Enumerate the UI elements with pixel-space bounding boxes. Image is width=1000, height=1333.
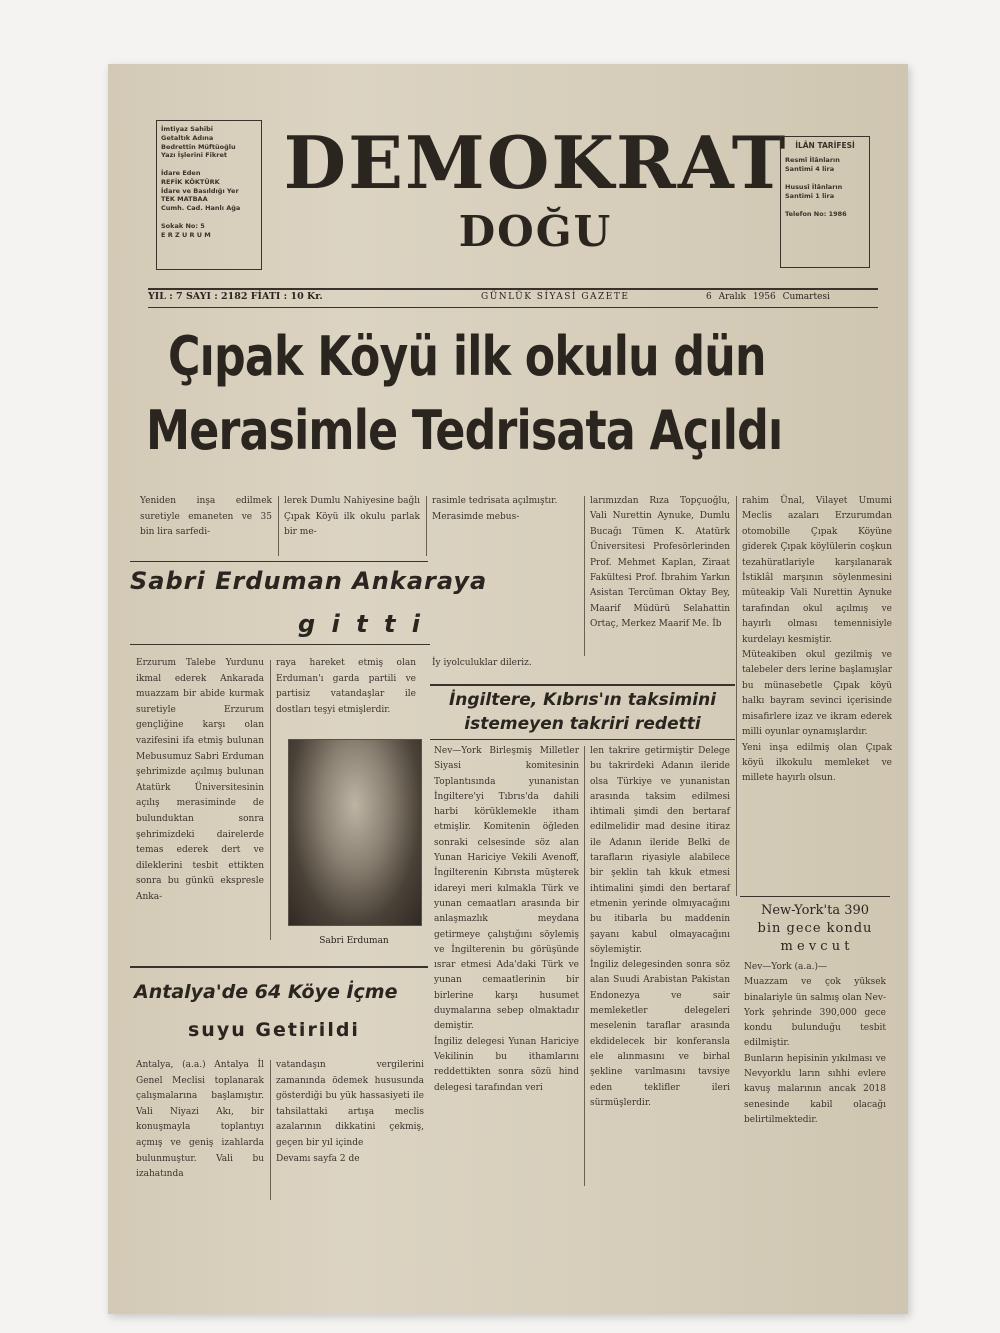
column-divider	[584, 746, 585, 1186]
story-rule	[430, 739, 735, 740]
masthead-title: DEMOKRAT	[283, 120, 788, 205]
masthead-subtitle: DOĞU	[458, 207, 613, 256]
sabri-column-3-text: İy iyolculuklar dileriz.	[432, 658, 532, 668]
issue-info: YIL : 7 SAYI : 2182 FİATI : 10 Kr.	[148, 291, 323, 302]
antalya-column-2-text: vatandaşın vergilerini zamanında ödemek hususunda gösterdiği bu yük hassasiyeti ile tahsilattaki artışa meclis azalarının dikkatini çekmiş, geçen bir yıl içinde Devamı sayfa 2 de	[276, 1060, 424, 1164]
lead-column-4-text: larımızdan Rıza Topçuoğlu, Vali Nurettin Aynuke, Dumlu Bucağı Tümen K. Atatürk Üniversitesi Profesörlerinden Prof. Mehmet Kaplan, Ziraat Fakültesi Prof. İbrahim Yarkın Asistan Tercüman Oktay Bey, Maarif Müdürü Selahattin Ortaç, Merkez Maarif Me. İb	[590, 496, 730, 630]
column-divider	[270, 1060, 271, 1200]
column-divider	[278, 496, 279, 556]
ingiltere-headline-line2: istemeyen takriri redetti	[464, 714, 701, 734]
antalya-column-1	[136, 1058, 264, 1183]
sabri-column-1	[136, 656, 264, 906]
publisher-info-box	[156, 120, 262, 270]
sabri-column-2-text: raya hareket etmiş olan Erduman'ı garda partili ve partisiz vatandaşlar ile dostları teşyi etmişlerdir.	[276, 658, 416, 715]
gazette-tagline: GÜNLÜK SİYASİ GAZETE	[481, 292, 630, 302]
lead-column-2	[284, 494, 420, 541]
photo-caption: Sabri Erduman	[319, 936, 389, 946]
column-divider	[270, 660, 271, 940]
lead-column-2-text: lerek Dumlu Nahiyesine bağlı Çıpak Köyü ilk okulu parlak bir me-	[284, 496, 420, 538]
story-rule	[130, 561, 428, 562]
ingiltere-column-2	[590, 744, 730, 1111]
ingiltere-column-1-text: Nev—York Birleşmiş Milletler Siyasi komitesinin Toplantısında yunanistan İngiltere'yi Tıbrıs'da dahili harbi körüklemekle itham etmişlir. Komitenin öğleden sonraki celsesinde söz alan Yunan Hariciye Vekili Avenoff, İngilterenin Kıbrısta müşterek idareyi meri kılmakla Türk ve yunan cemaatları arasında bir anlaşmazlık meydana getirmeye çalıştığını söylemiş ve İngilterenin bu görüşünde ısrar etmesi Ada'daki Türk ve yunan cemaatlerinin bir birlerine karşı husumet duymalarına sebep olmaktadır demiştir. İngiliz delegesi Yunan Hariciye Vekilinin bu ithamlarını reddettikten sonra sözü hind delegesi tarafından veri	[434, 746, 579, 1093]
publisher-info-text: İmtiyaz Sahibi Getaltık Adına Bedrettin Müftüoğlu Yazı İşlerini Fikret İdare Eden REFİK KÖKTÜRK İdare ve Basıldığı Yer TEK MATBAA Cumh. Cad. Hanlı Ağa Sokak No: 5 E R Z U R U M	[161, 125, 241, 239]
newyork-headline-line2: bin gece kondu	[757, 921, 873, 936]
antalya-headline-line2: suyu Getirildi	[188, 1019, 360, 1041]
newyork-column-text: Nev—York (a.a.)— Muazzam ve çok yüksek binalariyle ün salmış olan Nev-York şehrinde 390,000 gece kondu bulunduğu tesbit edilmiştir. Bunların hepisinin yıkılması ve Nevyorklu ların sıhhi evlere kavuş malarının ancak 2018 senesinde kabil olacağı belirtilmektedir.	[744, 962, 886, 1125]
sabri-column-3	[432, 656, 582, 672]
sabri-column-2	[276, 656, 416, 718]
story-rule	[130, 966, 428, 968]
main-headline-line2: Merasimle Tedrisata Açıldı	[146, 399, 783, 462]
newspaper-page	[108, 64, 908, 1314]
ad-rates-box	[780, 136, 870, 268]
lead-column-4	[590, 494, 730, 633]
issue-date: 6 Aralık 1956 Cumartesi	[706, 292, 830, 302]
lead-column-3	[432, 494, 578, 525]
story-rule	[130, 644, 430, 645]
portrait-photo	[288, 739, 422, 926]
sabri-headline-line2: g i t t i	[298, 610, 424, 638]
story-rule	[430, 684, 735, 686]
info-bar-top-rule	[148, 288, 878, 290]
main-headline-line1: Çıpak Köyü ilk okulu dün	[168, 325, 766, 388]
sabri-headline-line1: Sabri Erduman Ankaraya	[130, 567, 488, 595]
sabri-column-1-text: Erzurum Talebe Yurdunu ikmal ederek Ankarada muazzam bir abide kurmak suretiyle Erzurum gençliğine karşı olan vazifesini ifa etmiş bulunan Mebusumuz Sabri Erduman şehrimizde açılmış bulunan Atatürk Üniversitesinin açılış merasiminde de bulunduktan sonra şehrimizdeki dairelerde temas ederek dert ve dileklerini tesbit ettikten sonra bu günkü ekspresle Anka-	[136, 658, 264, 902]
lead-column-1-text: Yeniden inşa edilmek suretiyle emaneten ve 35 bin lira sarfedi-	[140, 496, 272, 538]
lead-column-5	[742, 494, 892, 787]
antalya-column-1-text: Antalya, (a.a.) Antalya İl Genel Meclisi toplanarak çalışmalarına başlamıştır. Vali Niyazi Akı, bir konuşmayla toplantıyı açmış ve geniş izahlarda bulunmuştur. Vali bu izahatında	[136, 1060, 264, 1180]
antalya-headline-line1: Antalya'de 64 Köye İçme	[134, 981, 398, 1003]
lead-column-1	[140, 494, 272, 541]
newyork-headline-line3: m e v c u t	[780, 939, 850, 954]
column-divider	[426, 496, 427, 556]
story-rule	[740, 896, 890, 897]
newyork-column	[744, 960, 886, 1128]
ingiltere-column-2-text: len takrire getirmiştir Delege bu takrirdeki Adanın ileride olsa Türkiye ve yunanistan arasında taksim edilmesi ihtimali şimdi den bertaraf edilmelidir mad desine itiraz ile Adanın ileride Belki de tarafların riyasiyle alabilece bir şeklin tah kkuk etmesi ihtimalini şimdi den bertaraf etmenin yerinde olmıyacağını bu itibarla bu maddenin şayanı kabul olmayacağını söylemiştir. İngiliz delegesinden sonra söz alan Suudi Arabistan Pakistan Endonezya ve sair memleketler delegeleri meselenin taraflar arasında ekdidelecek bir konferansla ele alınmasını ve birhal şekline varılmasını tavsiye eden teklifler ileri sürmüşlerdir.	[590, 746, 730, 1108]
ingiltere-column-1	[434, 744, 579, 1096]
column-divider	[584, 496, 585, 656]
lead-column-3-text: rasimle tedrisata açılmıştır. Merasimde mebus-	[432, 496, 558, 522]
ingiltere-headline-line1: İngiltere, Kıbrıs'ın taksimini	[448, 690, 717, 710]
lead-column-5-text: rahim Ünal, Vilayet Umumi Meclis azaları Erzurumdan otomobille Çıpak Köyüne giderek Çıpak köylülerin coşkun tezahüratlariyle karşılanarak İstiklâl marşının söylenmesini müteakip Vali Nurettin Aynuke tarafından okul açılmış ve hayırlı olması temennisiyle kurdelayı kesmiştir. Müteakiben okul gezilmiş ve talebeler ders lerine başlamışlar bu münasebetle Çıpak köyü halkı bayram sevinci içerisinde misafirlere izaz ve ikram ederek milli oyunlar oynamışlardır. Yeni inşa edilmiş olan Çıpak köyü ilkokulu memleket ve millete hayırlı olsun.	[742, 496, 892, 784]
ad-rates-title: İLÂN TARİFESİ	[795, 141, 855, 150]
newyork-headline-line1: New-York'ta 390	[760, 903, 870, 918]
ad-rates-text: Resmî İlânların Santimi 4 lira Hususî İlânların Santimi 1 lira Telefon No: 1986	[785, 156, 847, 218]
info-bar-bottom-rule	[148, 307, 878, 308]
antalya-column-2	[276, 1058, 424, 1167]
column-divider	[736, 496, 737, 896]
